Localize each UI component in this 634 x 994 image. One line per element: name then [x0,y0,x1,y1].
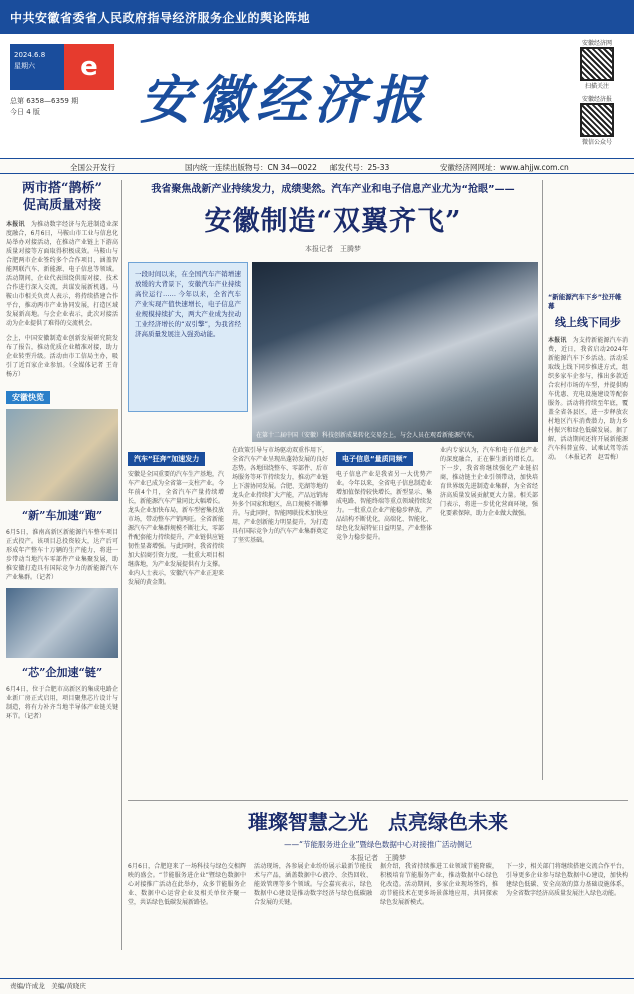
issue-info [10,96,78,118]
bottom-story [128,806,628,863]
qr-label-1: 安徽经济网 [581,40,612,47]
feature-kicker: 我省聚焦战新产业持续发力，成绩斐然。汽车产业和电子信息产业尤为“抢眼”—— [151,184,515,195]
photo-caption: 在第十二届中国（安徽）科技创新成果转化交易会上，与会人员在观看新能源汽车。 [256,432,479,439]
distribution-text: 全国公开发行 [70,163,115,172]
slogan-text: 中共安徽省委省人民政府指导经济服务企业的舆论阵地 [10,11,311,25]
feature-byline: 本报记者 王腾梦 [305,245,361,253]
qr-label-2: 扫描关注 [584,83,609,90]
right-headline: 线上线下同步 [555,316,621,329]
left-headline-2: 促高质量对接 [22,198,101,213]
website-url[interactable]: 安徽经济网网址：www.ahjjw.com.cn [440,163,569,172]
qr-block-2[interactable] [580,94,622,146]
right-column [548,292,628,462]
left-column [6,180,118,721]
bottom-subtitle: ——“节能服务进企业”暨绿色数据中心对接推广活动侧记 [284,840,472,849]
qr-block-1[interactable] [580,38,622,90]
section-tag-label: 安徽快览 [6,391,50,404]
bottom-col-4: 下一步，相关部门将继续搭建交流合作平台，引导更多企业参与绿色数据中心建设，加快构建绿色低碳、安全高效的算力基础设施体系，为全省数字经济高质量发展注入绿色动能。 [506,863,628,897]
left-story2-body: 6月4日，位于合肥市高新区的集成电路企业新厂房正式启用，项目聚焦芯片设计与制造，将有力补齐当地半导体产业链关键环节。（记者） [6,686,118,720]
left-headline-1: 两市搭“鹊桥” [22,181,102,196]
top-slogan-bar [0,0,634,34]
qr-label-4: 微信公众号 [581,139,612,146]
main-feature [128,180,538,254]
left-story-body-2: 会上，中国安徽制造业创新发展研究院发布了报告，推动优质企业精准对接，助力企业转型升级。活动由市工信局主办，吸引了近百家企业参加。（全媒体记者 王奇 杨方） [6,335,118,378]
feature-intro-box [128,262,248,412]
bottom-col-3: 据介绍，我省持续推进工业领域节能降碳，积极培育节能服务产业，推动数据中心绿色化改造。活动期间，多家企业现场签约，推动节能技术在更多场景落地应用，共同探索绿色发展新模式。 [380,863,498,906]
feature-intro-text: 一段时间以来，在全国汽车产销增速放缓的大背景下，安徽汽车产业持续高位运行…… [135,270,241,298]
column-divider [542,180,543,780]
newspaper-title: 安徽经济报 [140,70,431,131]
body-col-4: 业内专家认为，汽车和电子信息产业的深度融合，正在催生新的增长点。下一步，我省将继续强化产业链招商，推动链主企业引领带动，加快培育世界级先进制造业集群，为全省经济高质量发展贡献更大力量。相关部门表示，将进一步优化营商环境，强化要素保障，助力企业做大做强。 [440,447,538,517]
chip-factory-photo [6,588,118,658]
body-col-3: 电子信息产业是我省另一大优势产业。今年以来，全省电子信息制造业增加值保持较快增长，新型显示、集成电路、智能终端等重点领域持续发力。一批重点企业产能稳步释放，产品结构不断优化，高端化、智能化、绿色化发展特征日益明显，产业整体竞争力稳步提升。 [336,471,433,541]
bottom-body [128,862,628,974]
left-story-body: 本报讯 为推动数字经济与先进制造业深度融合，6月6日，马鞍山市工业与信息化局举办对接活动，在推动产业链上下游高质量对接等方面取得积极成效。马鞍山与合肥两市企业签约多个合作项目，涵盖智能网联汽车、新能源、电子信息等领域。活动期间，企业代表围绕供需对接、技术合作进行深入交流，共谋发展新机遇。马鞍山市相关负责人表示，将持续搭建合作平台，推动两市产业协同发展，打造区域发展新高地。与会企业表示，此次对接活动为企业提供了难得的交流机会。 [6,221,118,327]
bottom-byline: 本报记者 王腾梦 [350,854,406,862]
left-story1-body: 6月5日，淮南高新区新能源汽车整车项目正式投产。该项目总投资较大，达产后可形成年产整车十万辆的生产能力，将进一步带动当地汽车零部件产业集聚发展，助推安徽打造具有国际竞争力的新能源汽车产业集群。（记者） [6,529,118,581]
postal-code: 邮发代号：25-33 [330,163,390,172]
page-count: 今日 4 版 [10,108,40,116]
factory-photo [6,409,118,501]
publication-info-bar [0,158,634,174]
issue-weekday: 星期六 [14,62,35,70]
bottom-title: 璀璨智慧之光 点亮绿色未来 [248,810,508,834]
date-box [10,44,64,90]
feature-title: 安徽制造“双翼齐飞” [204,206,462,237]
left-lead: 本报讯 [6,221,25,228]
body-col-1: 安徽是全国重要的汽车生产基地，汽车产业已成为全省第一支柱产业。今年前4个月，全省汽车产量持续增长，新能源汽车产量同比大幅增长。龙头企业加快布局，新车型密集投放市场，带动整车产销两旺。全省新能源汽车产业集群规模不断壮大，零部件配套能力持续提升，产业链供应链韧性显著增强。与此同时，我省持续加大招商引资力度，一批重大项目相继落地，为产业发展提供有力支撑。业内人士表示，安徽汽车产业正迎来发展的黄金期。 [128,471,225,586]
newspaper-logo-icon: e [64,44,114,90]
issue-number: 总第 6358—6359 期 [10,97,79,105]
section-tag-quick [6,385,118,404]
bottom-col-2: 活动现场，各参展企业纷纷展示最新节能技术与产品，涵盖数据中心液冷、余热回收、能效管理等多个领域。与会嘉宾表示，绿色数据中心建设是推动数字经济与绿色低碳融合发展的关键。 [254,863,372,906]
left-story1-title: “新”车加速“跑” [21,509,103,522]
sub-heading-2: 电子信息“量质同频” [336,452,413,466]
column-divider [121,180,122,950]
qr-code-icon [580,47,614,81]
right-lead: 本报讯 [548,337,567,344]
feature-intro: 一段时间以来，在全国汽车产销增速放缓的大背景下，安徽汽车产业持续高位运行…… 今年以来，全省汽车产业实现产值快速增长，电子信息产业规模持续扩大，两大产业成为拉动工业经济增长的“双引擎”，为我省经济高质量发展注入强劲动能。 [135,270,241,338]
qr-label-3: 安徽经济报 [581,96,612,103]
sub-heading-1: 汽车“狂奔”加速发力 [128,452,205,466]
right-reporter: （本报记者 赵雪梅） [561,454,622,461]
cn-number: 国内统一连续出版物号：CN 34—0022 [185,163,317,172]
issue-date: 2024.6.8 [14,51,46,59]
car-showroom-photo [252,262,538,442]
right-kicker: “新能源汽车下乡”拉开帷幕 [548,293,622,310]
bottom-col-1: 6月6日，合肥迎来了一场科技与绿色交相辉映的盛会。“节能服务进企业”暨绿色数据中心对接推广活动在此举办，众多节能服务企业、数据中心运营企业及相关单位齐聚一堂，共话绿色低碳发展新路径。 [128,863,246,906]
left-story2-title: “芯”企加速“链” [21,666,103,679]
section-divider [128,800,628,801]
body-col-2: 在政策引导与市场驱动双重作用下，全省汽车产业呈现出蓬勃发展的良好态势。各地围绕整车、零部件、后市场服务等环节持续发力，推动产业链上下游协同发展。合肥、芜湖等地的龙头企业持续扩大产能，产品远销海外多个国家和地区，出口规模不断攀升。与此同时，智能网联技术加快应用，产业创新能力明显提升，为打造具有国际竞争力的汽车产业集群奠定了坚实基础。 [232,447,329,544]
footer-line [0,978,634,979]
right-body: 本报讯 为支持新能源汽车消费，近日，我省启动2024年新能源汽车下乡活动。活动采取线上线下同步推进方式，组织多家车企参与，推出多款适合农村市场的车型，并提供购车优惠、充电设施建设等配套服务。活动将持续至年底，覆盖全省各县区，进一步释放农村地区汽车消费潜力，助力乡村振兴和绿色低碳发展。据了解，活动期间还将开展新能源汽车科普宣传、试乘试驾等活动。 （本报记者 赵雪梅） [548,337,628,461]
qr-code-icon [580,103,614,137]
feature-body [128,446,538,796]
footer-editor: 责编/许成龙 美编/黄晓庆 [10,982,86,990]
